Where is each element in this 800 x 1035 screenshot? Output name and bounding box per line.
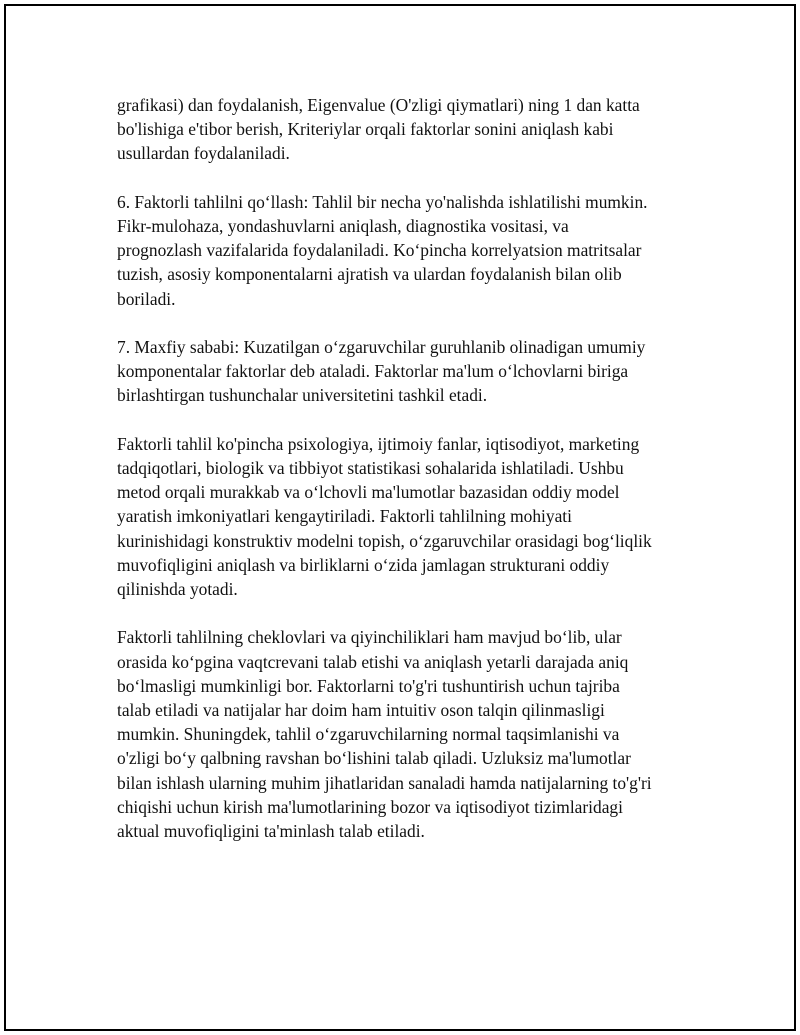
text-line: prognozlash vazifalarida foydalaniladi. Ko‘pincha korrelyatsion matritsalar	[117, 240, 642, 261]
text-line: bo‘lmasligi mumkinligi bor. Faktorlarni to'g'ri tushuntirish uchun tajriba	[117, 675, 620, 696]
text-line: kurinishidagi konstruktiv modelni topish, o‘zgaruvchilar orasidagi bog‘liqlik	[117, 530, 652, 551]
text-line: yaratish imkoniyatlari kengaytiriladi. Faktorli tahlilning mohiyati	[117, 506, 572, 527]
text-line: Faktorli tahlil ko'pincha psixologiya, ijtimoiy fanlar, iqtisodiyot, marketing	[117, 433, 640, 454]
paragraph-1	[117, 93, 697, 166]
text-line: bilan ishlash ularning muhim jihatlaridan sanaladi hamda natijalarning to'g'ri	[117, 772, 652, 793]
paragraph-3	[117, 335, 697, 408]
text-line: 7. Maxfiy sababi: Kuzatilgan o‘zgaruvchilar guruhlanib olinadigan umumiy	[117, 337, 646, 357]
text-line: bo'lishiga e'tibor berish, Kriteriylar orqali faktorlar sonini aniqlash kabi	[117, 119, 614, 140]
paragraph-4	[117, 432, 697, 601]
text-line: talab etiladi va natijalar har doim ham intuitiv oson talqin qilinmasligi	[117, 700, 605, 721]
text-line: grafikasi) dan foydalanish, Eigenvalue (O'zligi qiymatlari) ning 1 dan katta	[117, 95, 640, 115]
text-line: mumkin. Shuningdek, tahlil o‘zgaruvchilarning normal taqsimlanishi va	[117, 724, 620, 745]
text-line: tuzish, asosiy komponentalarni ajratish va ulardan foydalanish bilan olib	[117, 264, 622, 285]
text-line: boriladi.	[117, 288, 176, 309]
text-line: metod orqali murakkab va o‘lchovli ma'lumotlar bazasidan oddiy model	[117, 482, 620, 503]
text-line: usullardan foydalaniladi.	[117, 143, 290, 164]
text-line: Faktorli tahlilning cheklovlari va qiyinchiliklari ham mavjud bo‘lib, ular	[117, 627, 622, 648]
text-line: Fikr-mulohaza, yondashuvlarni aniqlash, diagnostika vositasi, va	[117, 216, 569, 236]
paragraph-5	[117, 625, 697, 843]
text-line: qilinishda yotadi.	[117, 579, 238, 600]
paragraph-2	[117, 190, 697, 311]
document-body	[117, 93, 697, 867]
text-line: chiqishi uchun kirish ma'lumotlarining bozor va iqtisodiyot tizimlaridagi	[117, 796, 623, 817]
text-line: o'zligi bo‘y qalbning ravshan bo‘lishini talab qiladi. Uzluksiz ma'lumotlar	[117, 748, 631, 769]
text-line: komponentalar faktorlar deb ataladi. Faktorlar ma'lum o‘lchovlarni biriga	[117, 361, 629, 382]
text-line: aktual muvofiqligini ta'minlash talab etiladi.	[117, 821, 425, 842]
text-line: 6. Faktorli tahlilni qo‘llash: Tahlil bir necha yo'nalishda ishlatilishi mumkin.	[117, 191, 648, 212]
text-line: muvofiqligini aniqlash va birliklarni o‘zida jamlagan strukturani oddiy	[117, 554, 610, 575]
text-line: birlashtirgan tushunchalar universitetini tashkil etadi.	[117, 385, 488, 406]
text-line: orasida ko‘pgina vaqtcrevani talab etishi va aniqlash yetarli darajada aniq	[117, 651, 629, 672]
text-line: tadqiqotlari, biologik va tibbiyot statistikasi sohalarida ishlatiladi. Ushbu	[117, 458, 624, 478]
